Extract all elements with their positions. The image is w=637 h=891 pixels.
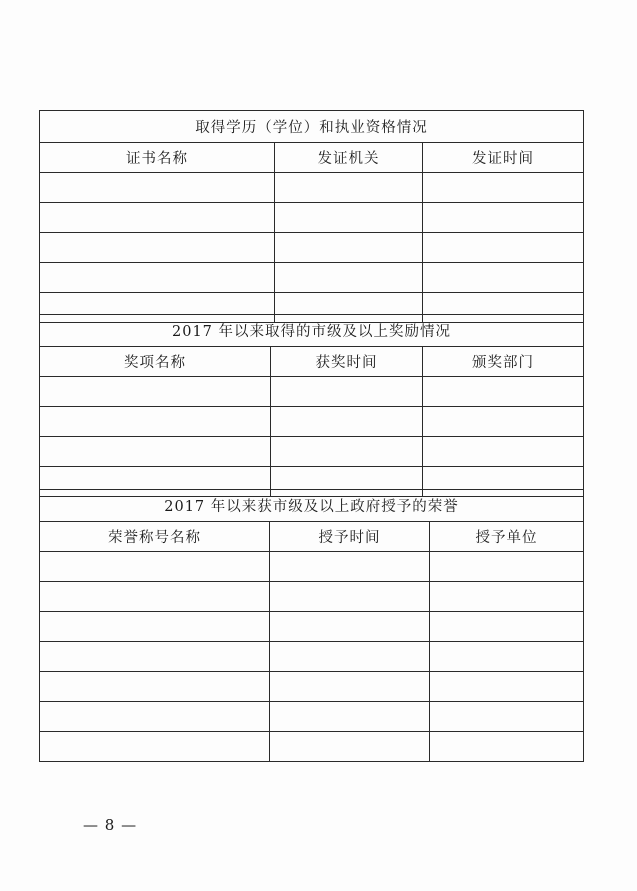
empty-cell[interactable] — [423, 203, 584, 233]
empty-cell[interactable] — [271, 407, 423, 437]
empty-cell[interactable] — [40, 437, 271, 467]
empty-cell[interactable] — [423, 233, 584, 263]
section-title-row — [40, 315, 584, 347]
empty-cell[interactable] — [40, 203, 275, 233]
empty-cell[interactable] — [40, 642, 270, 672]
form-section-table — [39, 110, 584, 323]
empty-cell[interactable] — [270, 672, 430, 702]
empty-cell[interactable] — [40, 732, 270, 762]
empty-cell[interactable] — [40, 672, 270, 702]
column-header: 获奖时间 — [271, 347, 423, 377]
empty-cell[interactable] — [430, 672, 584, 702]
page-number: — 8 — — [83, 816, 138, 834]
section-title-row — [40, 111, 584, 143]
empty-cell[interactable] — [40, 702, 270, 732]
table-row — [40, 702, 584, 732]
empty-cell[interactable] — [271, 377, 423, 407]
table-row — [40, 203, 584, 233]
empty-cell[interactable] — [423, 407, 584, 437]
empty-cell[interactable] — [275, 233, 423, 263]
empty-cell[interactable] — [40, 407, 271, 437]
table-row — [40, 552, 584, 582]
column-header-row — [40, 522, 584, 552]
empty-cell[interactable] — [430, 552, 584, 582]
empty-cell[interactable] — [430, 612, 584, 642]
table-row — [40, 377, 584, 407]
table-row — [40, 612, 584, 642]
column-header: 授予时间 — [270, 522, 430, 552]
empty-cell[interactable] — [423, 377, 584, 407]
table-row — [40, 732, 584, 762]
column-header: 发证机关 — [275, 143, 423, 173]
table-row — [40, 173, 584, 203]
column-header: 颁奖部门 — [423, 347, 584, 377]
empty-cell[interactable] — [275, 173, 423, 203]
empty-cell[interactable] — [270, 702, 430, 732]
section-title-row — [40, 490, 584, 522]
empty-cell[interactable] — [40, 612, 270, 642]
empty-cell[interactable] — [430, 732, 584, 762]
empty-cell[interactable] — [430, 582, 584, 612]
section-title: 取得学历（学位）和执业资格情况 — [40, 111, 584, 143]
form-section-table — [39, 314, 584, 497]
empty-cell[interactable] — [270, 642, 430, 672]
table-row — [40, 263, 584, 293]
column-header: 发证时间 — [423, 143, 584, 173]
column-header-row — [40, 143, 584, 173]
empty-cell[interactable] — [275, 203, 423, 233]
table-row — [40, 672, 584, 702]
empty-cell[interactable] — [40, 377, 271, 407]
column-header: 证书名称 — [40, 143, 275, 173]
section-title: 2017 年以来取得的市级及以上奖励情况 — [40, 315, 584, 347]
empty-cell[interactable] — [40, 173, 275, 203]
empty-cell[interactable] — [270, 612, 430, 642]
empty-cell[interactable] — [40, 582, 270, 612]
empty-cell[interactable] — [271, 437, 423, 467]
empty-cell[interactable] — [430, 702, 584, 732]
column-header: 荣誉称号名称 — [40, 522, 270, 552]
empty-cell[interactable] — [423, 173, 584, 203]
table-row — [40, 582, 584, 612]
empty-cell[interactable] — [40, 233, 275, 263]
column-header: 授予单位 — [430, 522, 584, 552]
empty-cell[interactable] — [40, 263, 275, 293]
empty-cell[interactable] — [270, 732, 430, 762]
table-row — [40, 642, 584, 672]
column-header-row — [40, 347, 584, 377]
table-row — [40, 437, 584, 467]
empty-cell[interactable] — [423, 437, 584, 467]
empty-cell[interactable] — [423, 263, 584, 293]
empty-cell[interactable] — [270, 582, 430, 612]
section-title: 2017 年以来获市级及以上政府授予的荣誉 — [40, 490, 584, 522]
empty-cell[interactable] — [40, 552, 270, 582]
column-header: 奖项名称 — [40, 347, 271, 377]
empty-cell[interactable] — [270, 552, 430, 582]
table-row — [40, 233, 584, 263]
empty-cell[interactable] — [275, 263, 423, 293]
form-section-table — [39, 489, 584, 762]
empty-cell[interactable] — [430, 642, 584, 672]
table-row — [40, 407, 584, 437]
